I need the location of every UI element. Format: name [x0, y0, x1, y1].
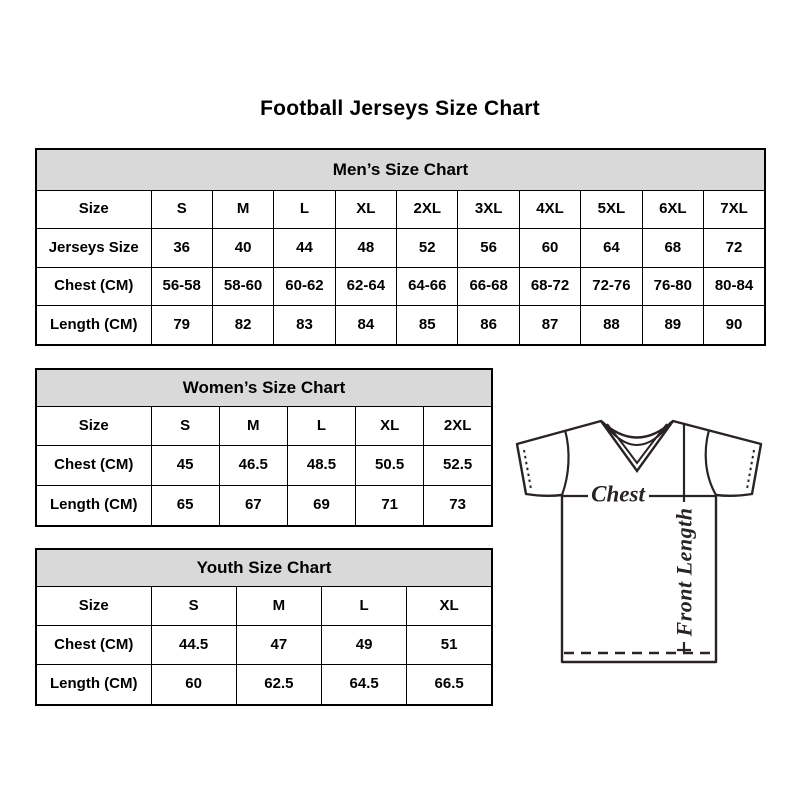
table-cell: M — [219, 407, 287, 446]
table-cell: 64.5 — [322, 665, 407, 705]
table-cell: 6XL — [642, 191, 703, 229]
table-cell: L — [322, 587, 407, 626]
table-cell: XL — [407, 587, 492, 626]
youth-size-table — [35, 548, 493, 706]
row-label: Size — [36, 407, 151, 446]
table-cell: 79 — [151, 306, 212, 345]
table-cell: 58-60 — [212, 267, 273, 305]
table-cell: M — [212, 191, 273, 229]
row-label: Length (CM) — [36, 306, 151, 345]
table-cell: 76-80 — [642, 267, 703, 305]
table-cell: 2XL — [397, 191, 458, 229]
table-header-row — [36, 369, 492, 407]
table-cell: 87 — [519, 306, 580, 345]
table-cell: 72 — [704, 229, 765, 267]
table-cell: 69 — [287, 485, 355, 526]
row-label: Chest (CM) — [36, 446, 151, 485]
mens-size-table — [35, 148, 766, 346]
table-cell: 49 — [322, 626, 407, 665]
table-cell: 7XL — [704, 191, 765, 229]
table-cell: 65 — [151, 485, 219, 526]
table-row — [36, 306, 765, 345]
table-cell: 64-66 — [397, 267, 458, 305]
table-cell: 36 — [151, 229, 212, 267]
table-cell: M — [236, 587, 321, 626]
table-cell: 66.5 — [407, 665, 492, 705]
table-cell: 85 — [397, 306, 458, 345]
jersey-diagram-svg — [505, 400, 775, 690]
table-cell: 52 — [397, 229, 458, 267]
table-cell: S — [151, 587, 236, 626]
table-cell: 60-62 — [274, 267, 335, 305]
row-label: Length (CM) — [36, 665, 151, 705]
table-cell: 68-72 — [519, 267, 580, 305]
mens-table-title: Men’s Size Chart — [36, 149, 765, 191]
table-cell: 84 — [335, 306, 396, 345]
table-cell: 62-64 — [335, 267, 396, 305]
womens-size-table — [35, 368, 493, 527]
jersey-outline — [517, 421, 761, 662]
table-cell: L — [274, 191, 335, 229]
table-cell: 68 — [642, 229, 703, 267]
row-label: Length (CM) — [36, 485, 151, 526]
table-cell: 73 — [424, 485, 492, 526]
table-row — [36, 626, 492, 665]
table-header-row — [36, 549, 492, 587]
table-cell: 40 — [212, 229, 273, 267]
table-row — [36, 229, 765, 267]
table-cell: 50.5 — [356, 446, 424, 485]
table-cell: 67 — [219, 485, 287, 526]
table-cell: 88 — [581, 306, 642, 345]
row-label: Jerseys Size — [36, 229, 151, 267]
table-row — [36, 191, 765, 229]
table-cell: 82 — [212, 306, 273, 345]
row-label: Size — [36, 587, 151, 626]
table-row — [36, 587, 492, 626]
chest-label: Chest — [591, 481, 645, 507]
table-cell: 89 — [642, 306, 703, 345]
youth-table-title: Youth Size Chart — [36, 549, 492, 587]
table-cell: 71 — [356, 485, 424, 526]
table-cell: 46.5 — [219, 446, 287, 485]
table-cell: 47 — [236, 626, 321, 665]
table-cell: 5XL — [581, 191, 642, 229]
row-label: Chest (CM) — [36, 267, 151, 305]
table-cell: 66-68 — [458, 267, 519, 305]
table-row — [36, 407, 492, 446]
table-cell: 48 — [335, 229, 396, 267]
table-header-row — [36, 149, 765, 191]
table-cell: 2XL — [424, 407, 492, 446]
table-cell: S — [151, 191, 212, 229]
table-cell: 4XL — [519, 191, 580, 229]
row-label: Size — [36, 191, 151, 229]
table-cell: 83 — [274, 306, 335, 345]
table-cell: 90 — [704, 306, 765, 345]
table-cell: XL — [335, 191, 396, 229]
table-cell: 44.5 — [151, 626, 236, 665]
table-cell: S — [151, 407, 219, 446]
table-cell: 60 — [519, 229, 580, 267]
page-title: Football Jerseys Size Chart — [260, 97, 540, 120]
table-cell: 51 — [407, 626, 492, 665]
table-row — [36, 485, 492, 526]
table-row — [36, 446, 492, 485]
table-cell: 44 — [274, 229, 335, 267]
table-cell: 80-84 — [704, 267, 765, 305]
table-cell: 62.5 — [236, 665, 321, 705]
womens-table-title: Women’s Size Chart — [36, 369, 492, 407]
jersey-measurement-diagram — [505, 400, 775, 690]
table-cell: 45 — [151, 446, 219, 485]
table-cell: 64 — [581, 229, 642, 267]
table-cell: 48.5 — [287, 446, 355, 485]
table-cell: XL — [356, 407, 424, 446]
table-cell: 72-76 — [581, 267, 642, 305]
table-cell: L — [287, 407, 355, 446]
table-row — [36, 267, 765, 305]
table-cell: 52.5 — [424, 446, 492, 485]
table-cell: 3XL — [458, 191, 519, 229]
table-cell: 60 — [151, 665, 236, 705]
table-cell: 86 — [458, 306, 519, 345]
table-cell: 56-58 — [151, 267, 212, 305]
front-length-label: Front Length — [671, 507, 697, 637]
table-row — [36, 665, 492, 705]
row-label: Chest (CM) — [36, 626, 151, 665]
table-cell: 56 — [458, 229, 519, 267]
